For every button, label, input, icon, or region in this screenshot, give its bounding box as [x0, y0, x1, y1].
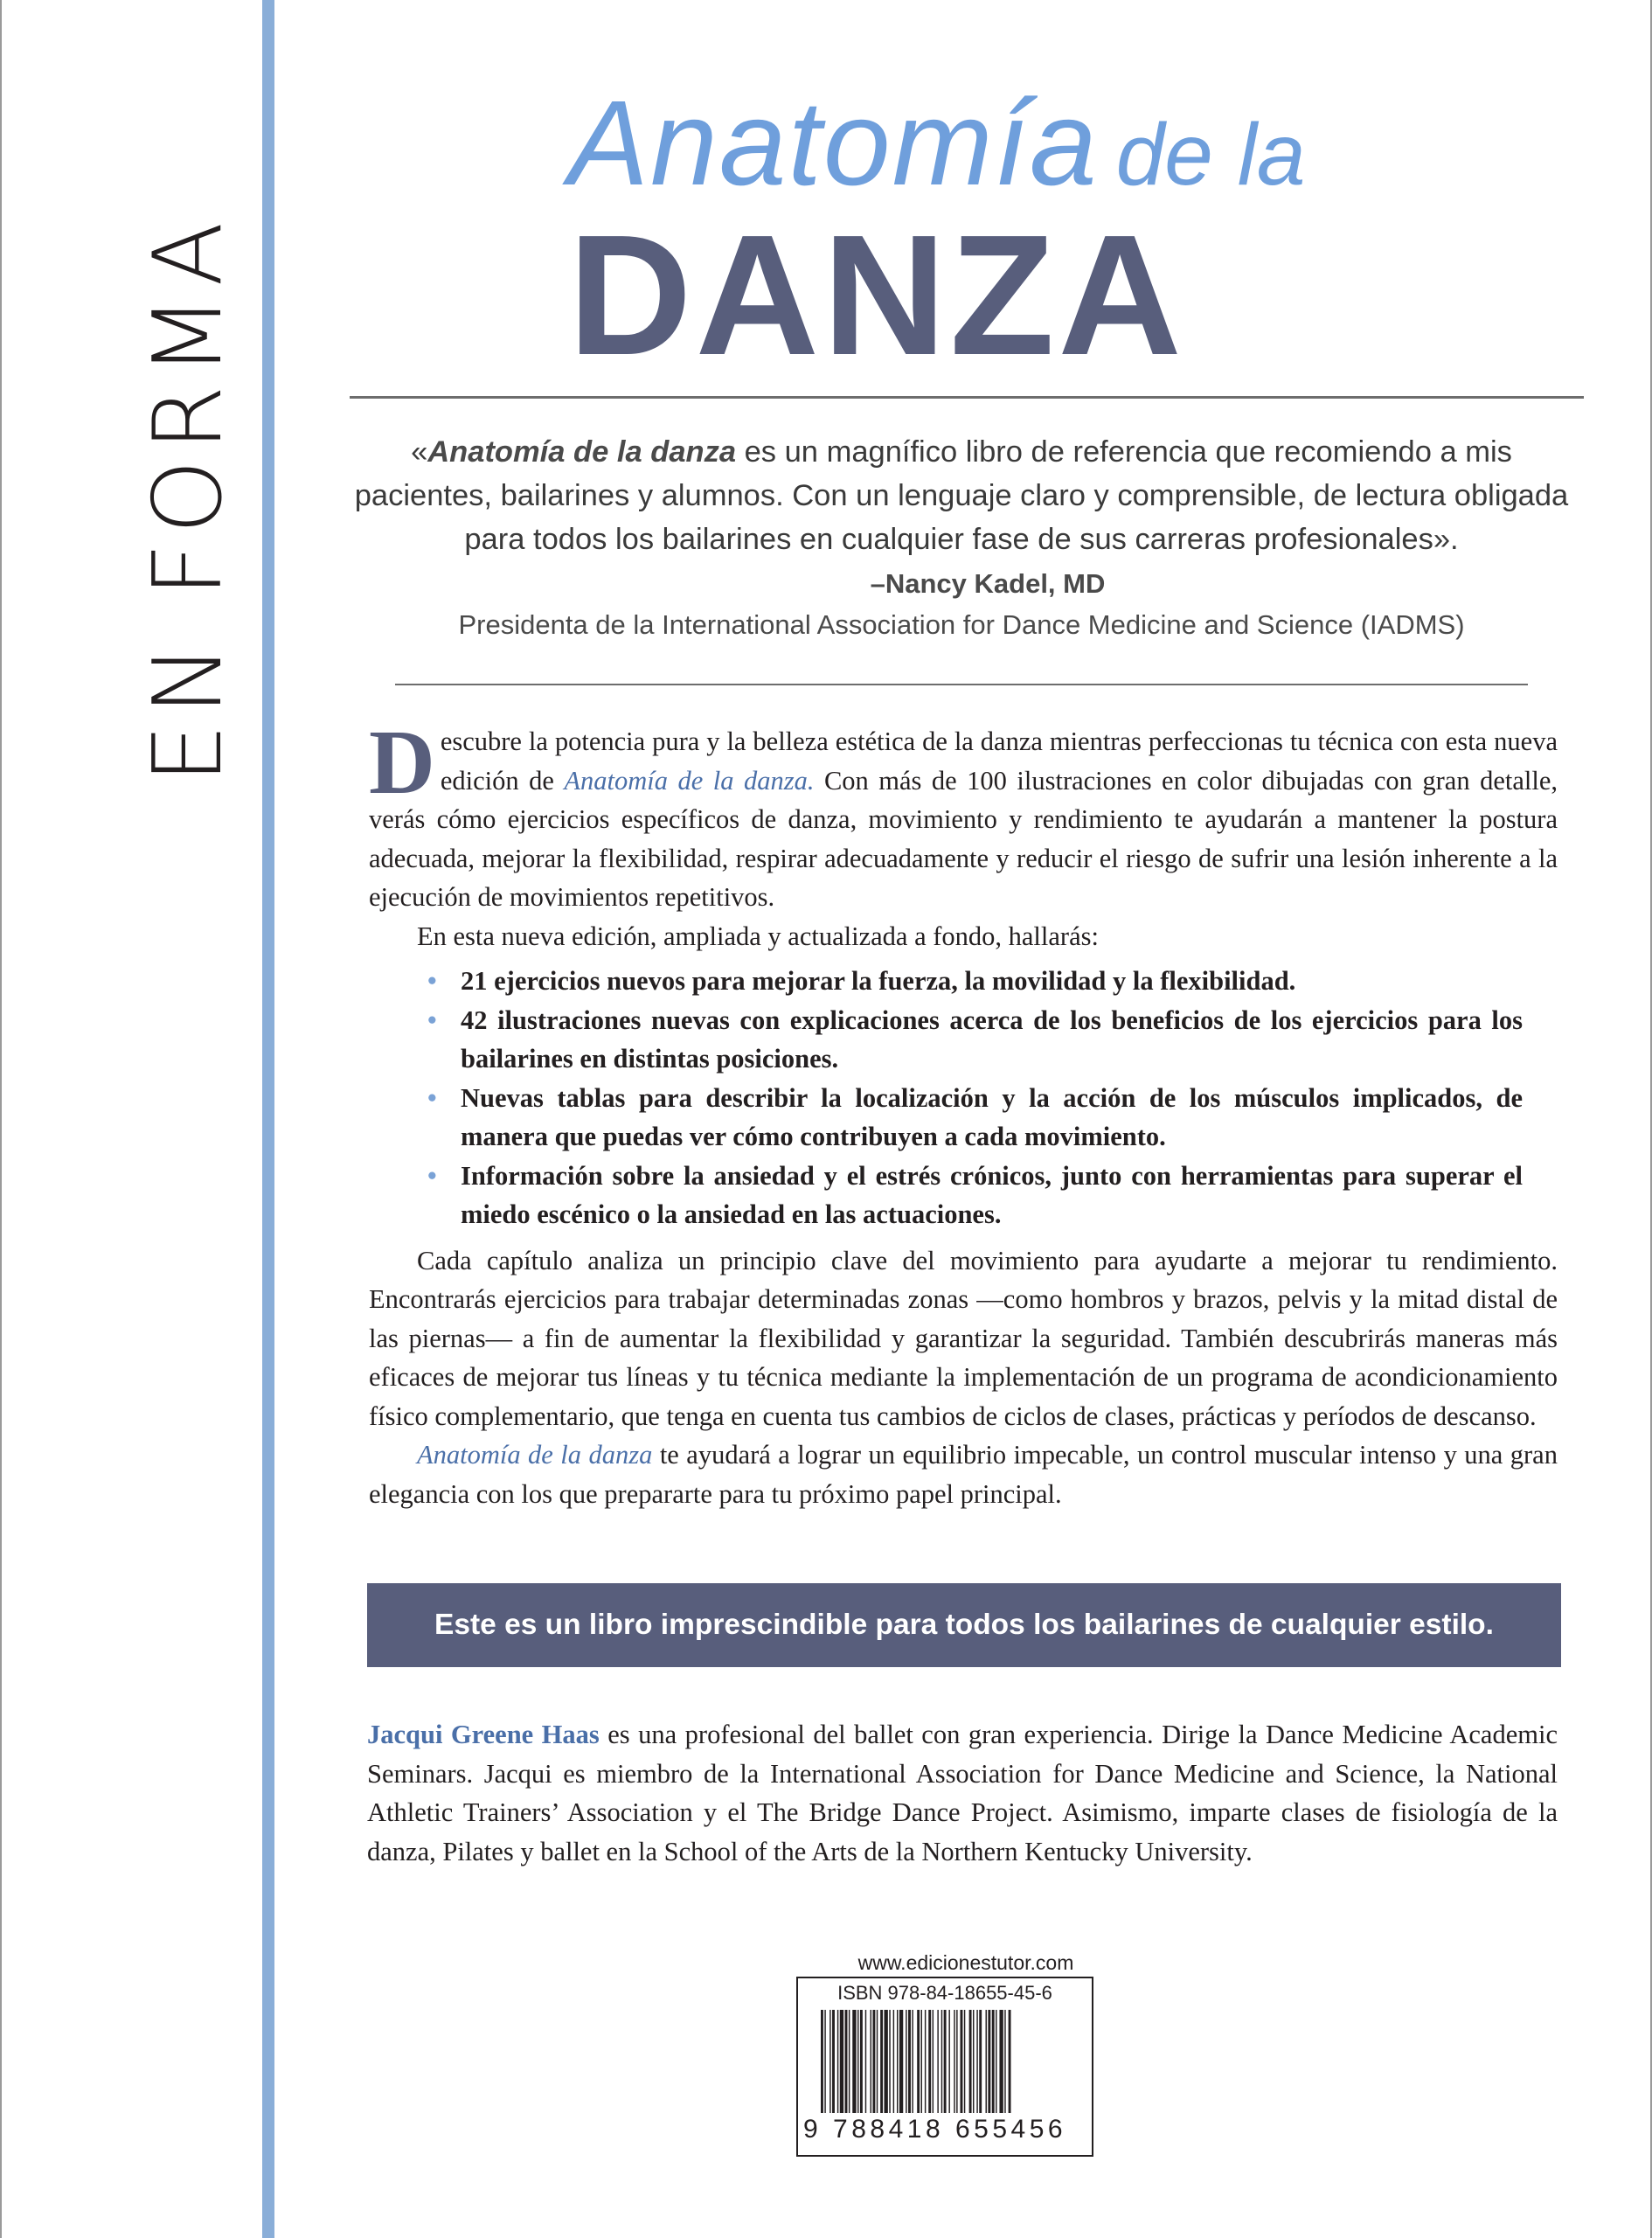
description-paragraph-2: En esta nueva edición, ampliada y actualizada a fondo, hallarás:: [417, 921, 1099, 951]
author-bio-text: es una profesional del ballet con gran experiencia. Dirige la Dance Medicine Academic Seminars. Jacqui es miembro de la International Association for Dance Medicine and Science, la National Athletic Trainers’ Association y el The Bridge Dance Project. Asimismo, imparte clases de fisiología de la danza, Pilates y ballet en la School of the Arts de la Northern Kentucky University.: [367, 1720, 1558, 1866]
book-title-main: Anatomía: [568, 76, 1099, 211]
quote-author: –Nancy Kadel, MD: [870, 568, 1106, 599]
barcode-digits: 9 788418 655456: [803, 2115, 1067, 2144]
feature-list-item: • 21 ejercicios nuevos para mejorar la fuerza, la movilidad y la flexibilidad.: [461, 962, 1558, 1001]
feature-list-item: • Nuevas tablas para describir la localización y la acción de los músculos implicados, de manera que puedas ver cómo contribuyen a cada movimiento.: [461, 1079, 1558, 1157]
description-p1-after: Con más de 100 ilustraciones en color dibujadas con gran detalle, verás cómo ejercicios específicos de danza, movimiento y rendimiento te ayudarán a mantener la postura adecuada, mejorar la flexibilidad, respirar adecuadamente y reducir el riesgo de sufrir una lesión inherente a la ejecución de movimientos repetitivos.: [369, 765, 1558, 912]
description-paragraph-3: Cada capítulo analiza un principio clave del movimiento para ayudarte a mejorar tu rendimiento. Encontrarás ejercicios para trabajar determinadas zonas —como hombros y brazos, pelvis y la mitad distal de las piernas— a fin de aumentar la flexibilidad y garantizar la seguridad. También descubrirás maneras más eficaces de mejorar tus líneas y tu técnica mediante la implementación de un programa de acondicionamiento físico complementario, que tenga en cuenta tus cambios de ciclos de clases, prácticas y períodos de descanso.: [369, 1245, 1558, 1431]
feature-list-item: • Información sobre la ansiedad y el estrés crónicos, junto con herramientas para superar el miedo escénico o la ansiedad en las actuaciones.: [461, 1157, 1558, 1234]
book-title-line2: DANZA: [568, 199, 1185, 391]
feature-list-item: • 42 ilustraciones nuevas con explicaciones acerca de los beneficios de los ejercicios para los bailarines en distintas posiciones.: [461, 1001, 1558, 1079]
isbn-barcode-box: [796, 1977, 1093, 2157]
spine-accent-bar: [262, 0, 274, 2238]
description-p4-title: Anatomía de la danza: [417, 1440, 653, 1470]
series-label-wrapper: [133, 61, 243, 935]
description-p4-after: te ayudará a lograr un equilibrio impecable, un control muscular intenso y una gran elegancia con los que prepararte para tu próximo papel principal.: [369, 1440, 1558, 1509]
book-title-line1: [568, 74, 1306, 213]
divider-top: [350, 396, 1584, 399]
book-description: [369, 711, 1558, 1513]
quote-open-mark: «: [411, 435, 428, 469]
book-title-sub: de la: [1115, 106, 1306, 204]
description-paragraph-4: [369, 1435, 1558, 1513]
author-name: Jacqui Greene Haas: [367, 1720, 600, 1749]
endorsement-quote: [341, 430, 1582, 561]
banner-text: Este es un libro imprescindible para todos los bailarines de cualquier estilo.: [434, 1609, 1494, 1641]
highlight-banner: [367, 1583, 1561, 1667]
divider-middle: [395, 684, 1528, 685]
quote-text: es un magnífico libro de referencia que recomiendo a mis pacientes, bailarines y alumnos. Con un lenguaje claro y comprensible, de lectura obligada para todos los bailarines en cualquier fase de sus carreras profesionales».: [354, 435, 1569, 556]
series-label: EN FORMA: [133, 212, 243, 784]
quote-author-role: Presidenta de la International Association for Dance Medicine and Science (IADMS): [458, 609, 1465, 640]
drop-cap: D: [369, 711, 435, 813]
description-paragraph-1: [369, 711, 1558, 917]
page-border-left: [0, 0, 2, 2238]
barcode-icon: [821, 2010, 1071, 2113]
description-p1-title: Anatomía de la danza.: [564, 765, 815, 796]
isbn-label: ISBN 978-84-18655-45-6: [837, 1982, 1052, 2004]
quote-book-title: Anatomía de la danza: [427, 435, 737, 469]
description-p1-before: escubre la potencia pura y la belleza estética de la danza mientras perfeccionas tu técnica con esta nueva edición de: [440, 726, 1558, 796]
author-bio: [367, 1715, 1558, 1871]
feature-list: [369, 962, 1558, 1234]
publisher-website: www.edicionestutor.com: [857, 1951, 1074, 1974]
